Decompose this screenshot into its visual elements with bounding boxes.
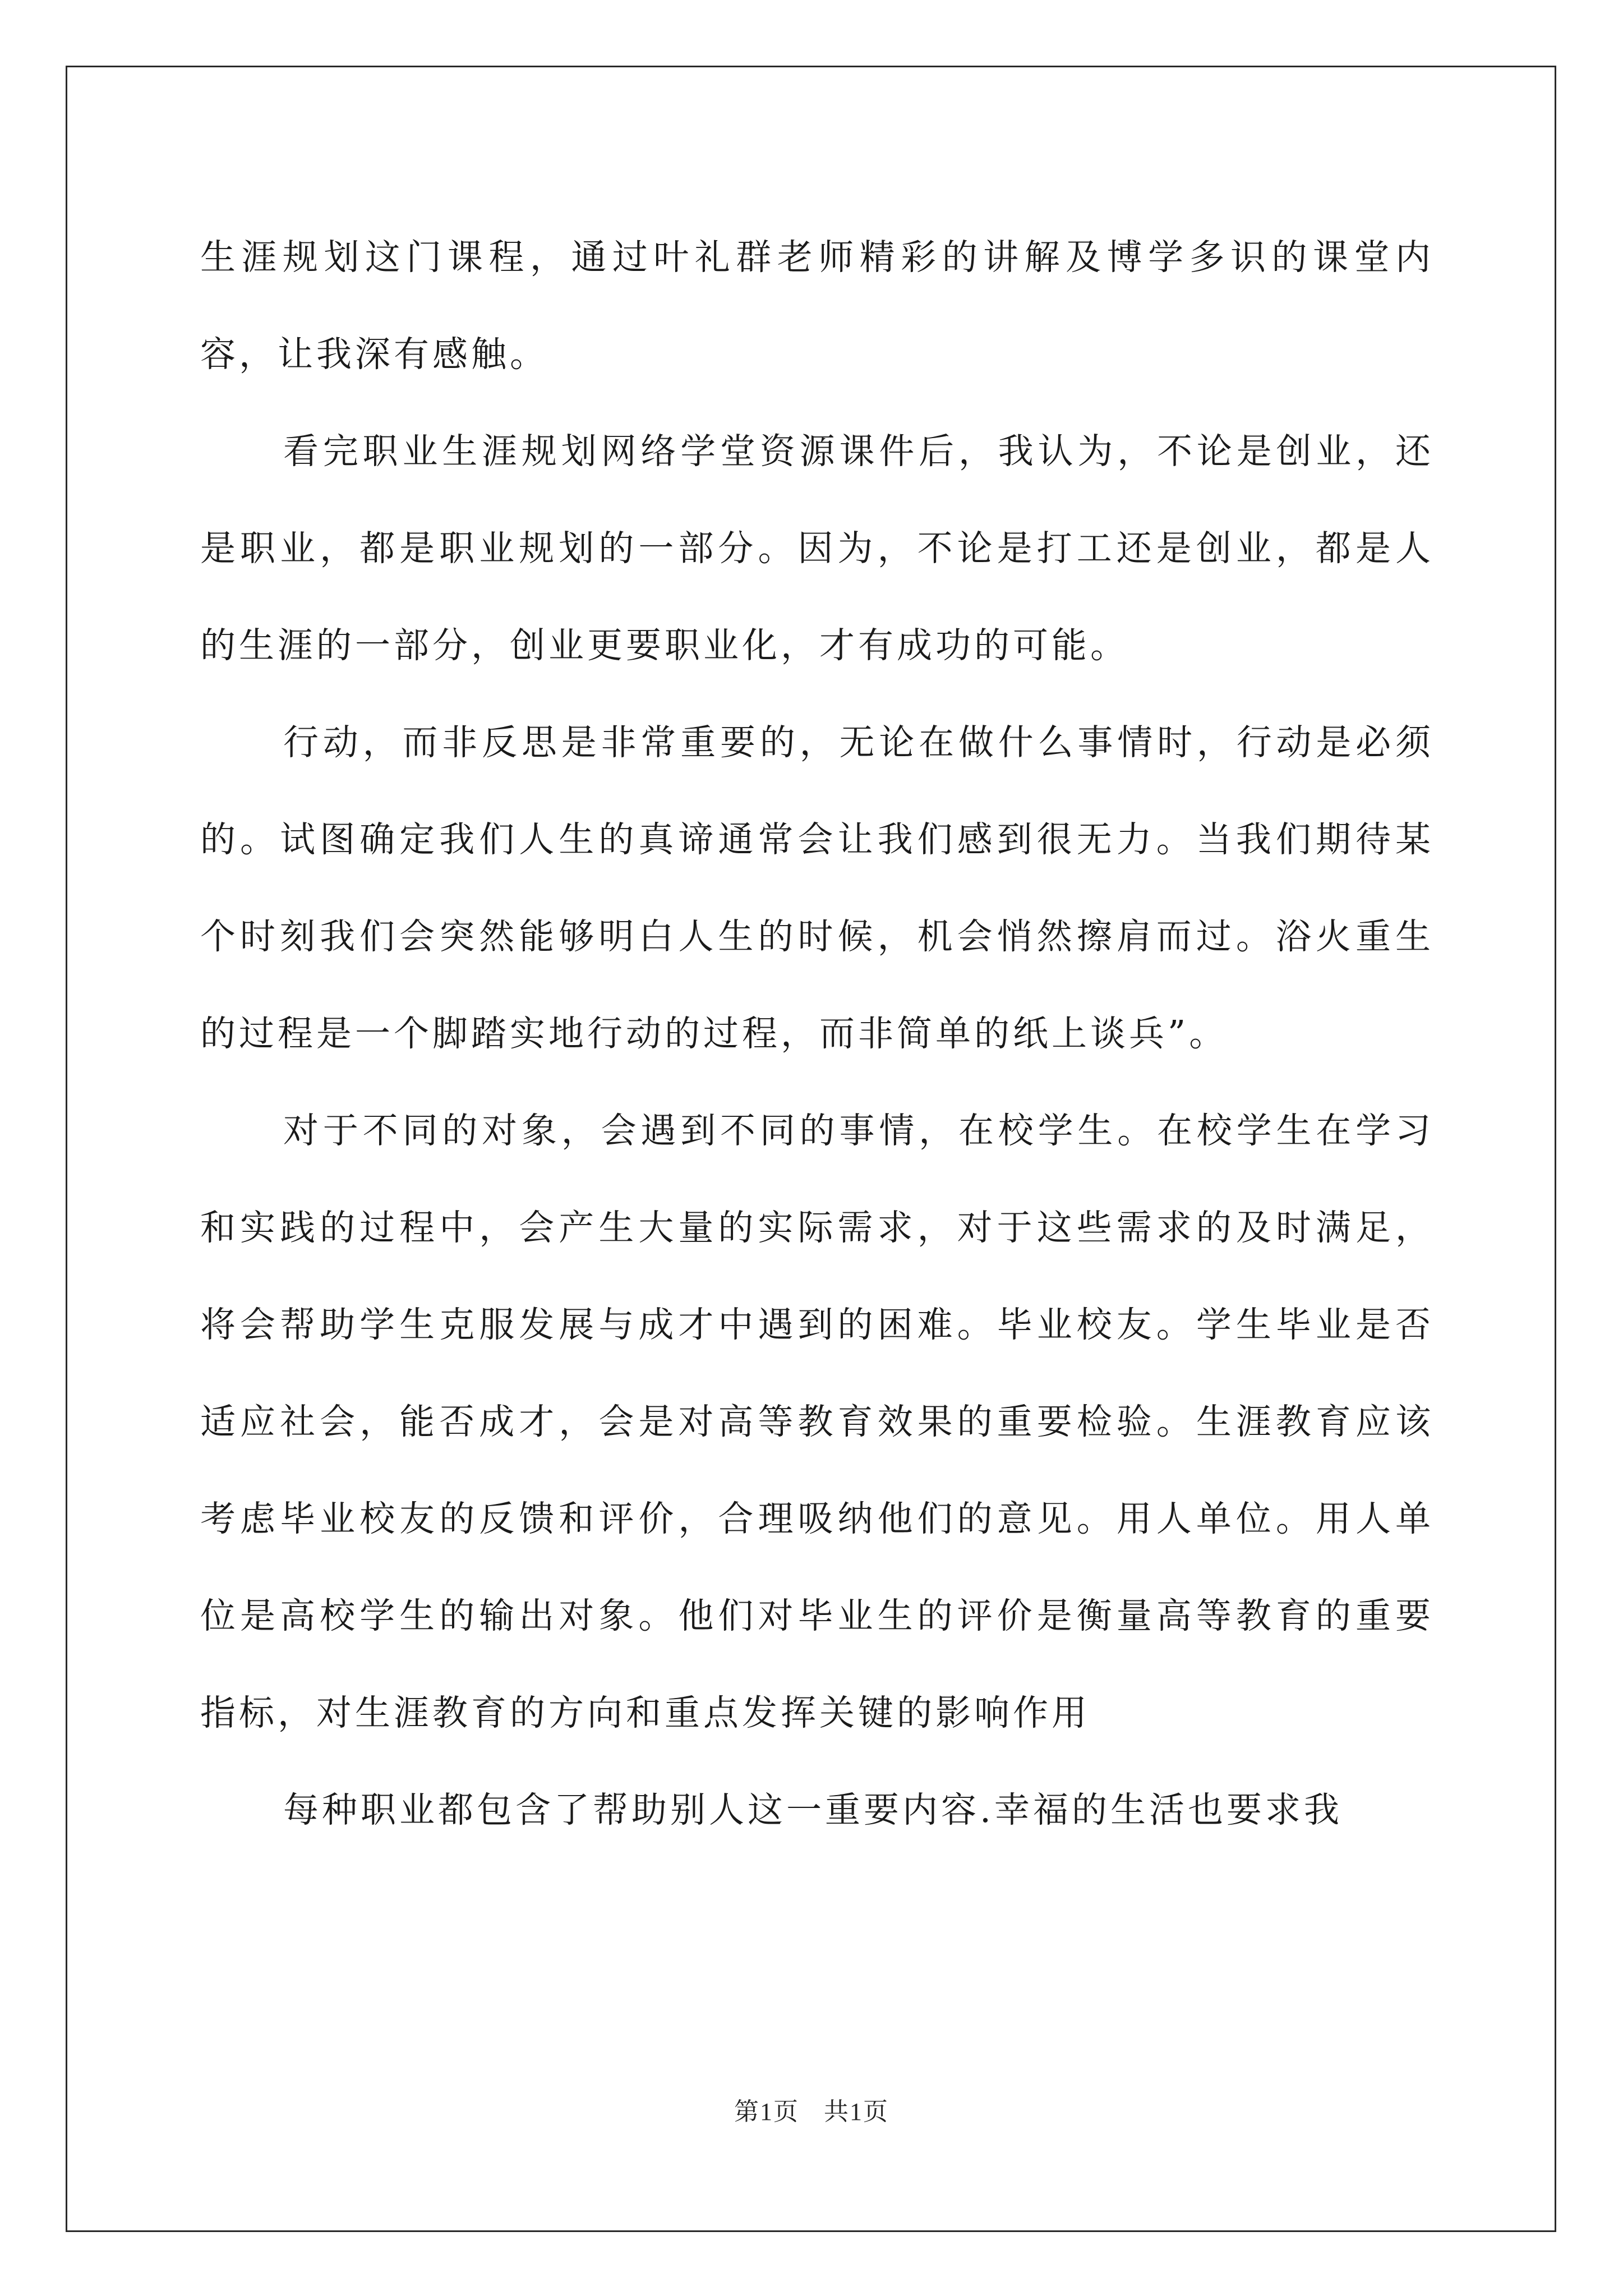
paragraph-5: 每种职业都包含了帮助别人这一重要内容.幸福的生活也要求我: [283, 1789, 1343, 1830]
document-body: [200, 209, 1434, 1858]
paragraph-2: 看完职业生涯规划网络学堂资源课件后，我认为，不论是创业，还是职业，都是职业规划的一部分。因为，不论是打工还是创业，都是人的生涯的一部分，创业更要职业化，才有成功的可能。: [200, 431, 1434, 666]
paragraph-1: 生涯规划这门课程，通过叶礼群老师精彩的讲解及博学多识的课堂内容，让我深有感触。: [200, 237, 1434, 375]
paragraph-4: 对于不同的对象，会遇到不同的事情，在校学生。在校学生在学习和实践的过程中，会产生大量的实际需求，对于这些需求的及时满足，将会帮助学生克服发展与成才中遇到的困难。毕业校友。学生毕业是否适应社会，能否成才，会是对高等教育效果的重要检验。生涯教育应该考虑毕业校友的反馈和评价，合理吸纳他们的意见。用人单位。用人单位是高校学生的输出对象。他们对毕业生的评价是衡量高等教育的重要指标，对生涯教育的方向和重点发挥关键的影响作用: [200, 1110, 1434, 1733]
paragraph-3: 行动，而非反思是非常重要的，无论在做什么事情时，行动是必须的。试图确定我们人生的真谛通常会让我们感到很无力。当我们期待某个时刻我们会突然能够明白人生的时候，机会悄然擦肩而过。浴火重生的过程是一个脚踏实地行动的过程，而非简单的纸上谈兵”。: [200, 722, 1434, 1054]
page-total: 共1页: [824, 2098, 889, 2125]
page-number: 第1页: [734, 2098, 799, 2125]
page-footer: [0, 2091, 1623, 2127]
